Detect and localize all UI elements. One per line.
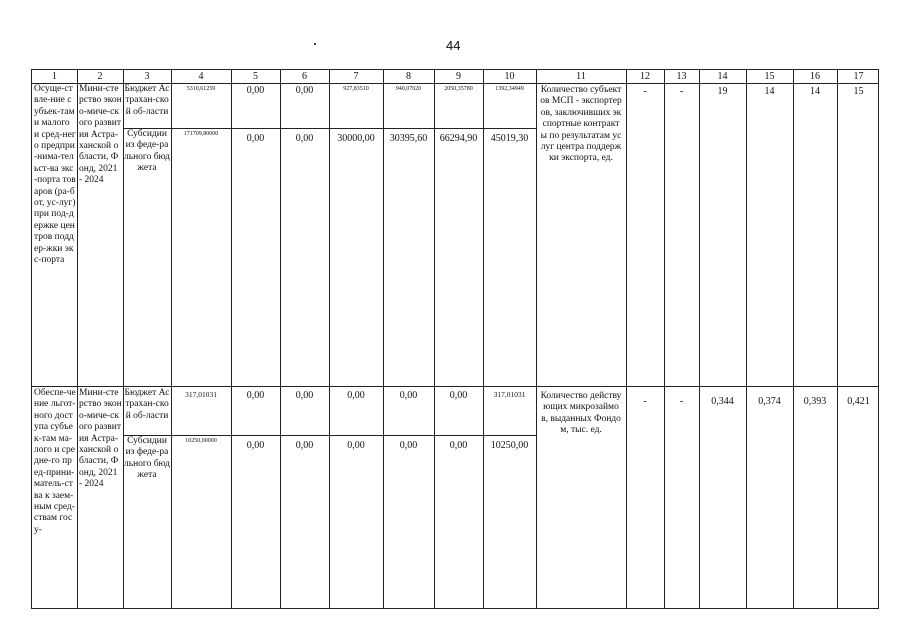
- row2-indicator: Количество действующих микрозаймов, выданных Фондом, тыс. ед.: [540, 391, 622, 436]
- header-col-11: 11: [576, 71, 586, 82]
- row1-c15: 14: [764, 86, 775, 97]
- row1-regional-c4: 5310,61259: [186, 86, 216, 92]
- header-col-14: 14: [717, 71, 728, 82]
- row2-federal-c4: 10250,00000: [185, 438, 217, 444]
- row1-regional-c7: 927,83510: [343, 86, 369, 92]
- col-divider: [664, 70, 665, 608]
- row2-executor: Мини-стерство эконо-миче-ского развития Астра-ханской области, Фонд, 2021 - 2024: [79, 388, 122, 490]
- source-divider: [123, 435, 536, 436]
- row2-regional-c8: 0,00: [399, 390, 418, 401]
- header-col-17: 17: [853, 71, 864, 82]
- header-col-15: 15: [764, 71, 775, 82]
- page-number: 44: [446, 38, 461, 53]
- header-col-13: 13: [676, 71, 687, 82]
- header-col-8: 8: [406, 71, 411, 82]
- row1-regional-c6: 0,00: [295, 85, 314, 96]
- row2-federal-c10: 10250,00: [490, 440, 529, 451]
- program-table: [31, 69, 879, 609]
- row2-c17: 0,421: [847, 396, 870, 407]
- row1-regional-c8: 940,07020: [395, 86, 422, 92]
- header-col-3: 3: [144, 71, 150, 82]
- header-col-6: 6: [302, 71, 307, 82]
- col-divider: [434, 70, 435, 608]
- header-col-7: 7: [353, 71, 359, 82]
- col-divider: [171, 70, 172, 608]
- header-col-1: 1: [52, 71, 57, 82]
- row2-federal-c7: 0,00: [347, 440, 365, 451]
- row1-federal-c9: 66294,90: [439, 133, 478, 144]
- col-divider: [699, 70, 700, 608]
- row2-federal-c6: 0,00: [295, 440, 314, 451]
- col-divider: [626, 70, 627, 608]
- row2-c12: -: [643, 396, 647, 407]
- row-divider: [32, 386, 878, 387]
- row2-federal-c8: 0,00: [399, 440, 418, 451]
- row1-regional-c10: 1392,34949: [495, 86, 524, 92]
- header-col-4: 4: [198, 71, 204, 82]
- row1-c12: -: [643, 86, 647, 97]
- col-divider: [483, 70, 484, 608]
- row2-regional-c5: 0,00: [246, 390, 265, 401]
- header-col-2: 2: [97, 71, 103, 82]
- header-col-10: 10: [504, 71, 515, 82]
- col-divider: [280, 70, 281, 608]
- row1-source-federal: Субсидии из феде-рального бюджета: [124, 129, 170, 174]
- row2-federal-c5: 0,00: [246, 440, 265, 451]
- row1-c14: 19: [717, 86, 728, 97]
- header-col-9: 9: [456, 71, 461, 82]
- header-col-5: 5: [253, 71, 258, 82]
- row2-regional-c4: 317,01031: [185, 390, 217, 399]
- row1-c16: 14: [810, 86, 820, 97]
- row2-c14: 0,344: [711, 396, 734, 407]
- col-divider: [77, 70, 78, 608]
- row1-federal-c5: 0,00: [246, 133, 265, 144]
- row2-c16: 0,393: [803, 396, 827, 407]
- scan-speck: [314, 43, 316, 45]
- col-divider: [383, 70, 384, 608]
- header-col-12: 12: [640, 71, 650, 82]
- row2-c15: 0,374: [758, 396, 781, 407]
- row1-c13: -: [679, 86, 684, 97]
- row2-c13: -: [679, 396, 684, 407]
- col-divider: [746, 70, 747, 608]
- col-divider: [793, 70, 794, 608]
- row1-executor: Мини-стерство эконо-миче-ского развития Астра-ханской области, Фонд, 2021 - 2024: [79, 84, 122, 186]
- col-divider: [837, 70, 838, 608]
- header-col-16: 16: [810, 71, 820, 82]
- row1-measure-name: Осуще-ствле-ние субъек-тами малого и сред-него предпри-нима-тельст-ва экс-порта товаров (ра-бот, ус-луг) при под-держке центров поддер-жки экс-порта: [34, 84, 76, 266]
- row1-federal-c10: 45019,30: [490, 133, 529, 144]
- col-divider: [536, 70, 537, 608]
- row1-regional-c9: 2050,35780: [444, 86, 473, 92]
- row2-measure-name: Обеспе-чение льгот-ного доступа субъек-там ма-лого и средне-го пред-прини-матель-ства к заем-ным сред-ствам госу-: [34, 388, 76, 535]
- row1-regional-c5: 0,00: [246, 85, 265, 96]
- col-divider: [329, 70, 330, 608]
- row1-federal-c7: 30000,00: [337, 133, 375, 144]
- row1-source-regional: Бюджет Астрахан-ской об-ласти: [124, 84, 170, 117]
- source-divider: [123, 128, 536, 129]
- row2-regional-c7: 0,00: [347, 390, 365, 401]
- row2-source-federal: Субсидии из феде-рального бюджета: [124, 436, 170, 481]
- row1-federal-c4: 171709,80000: [183, 131, 219, 137]
- col-divider: [231, 70, 232, 608]
- row2-federal-c9: 0,00: [449, 440, 468, 451]
- row2-regional-c6: 0,00: [295, 390, 314, 401]
- row2-regional-c10: 317,01031: [493, 390, 526, 399]
- row1-federal-c6: 0,00: [295, 133, 314, 144]
- row2-source-regional: Бюджет Астрахан-ской об-ласти: [124, 388, 170, 421]
- row1-indicator: Количество субъектов МСП - экспортеров, заключивших экспортные контракты по результатам услуг центра поддержки экспорта, ед.: [540, 85, 622, 164]
- row1-federal-c8: 30395,60: [389, 133, 428, 144]
- row2-regional-c9: 0,00: [449, 390, 468, 401]
- row1-c17: 15: [853, 86, 864, 97]
